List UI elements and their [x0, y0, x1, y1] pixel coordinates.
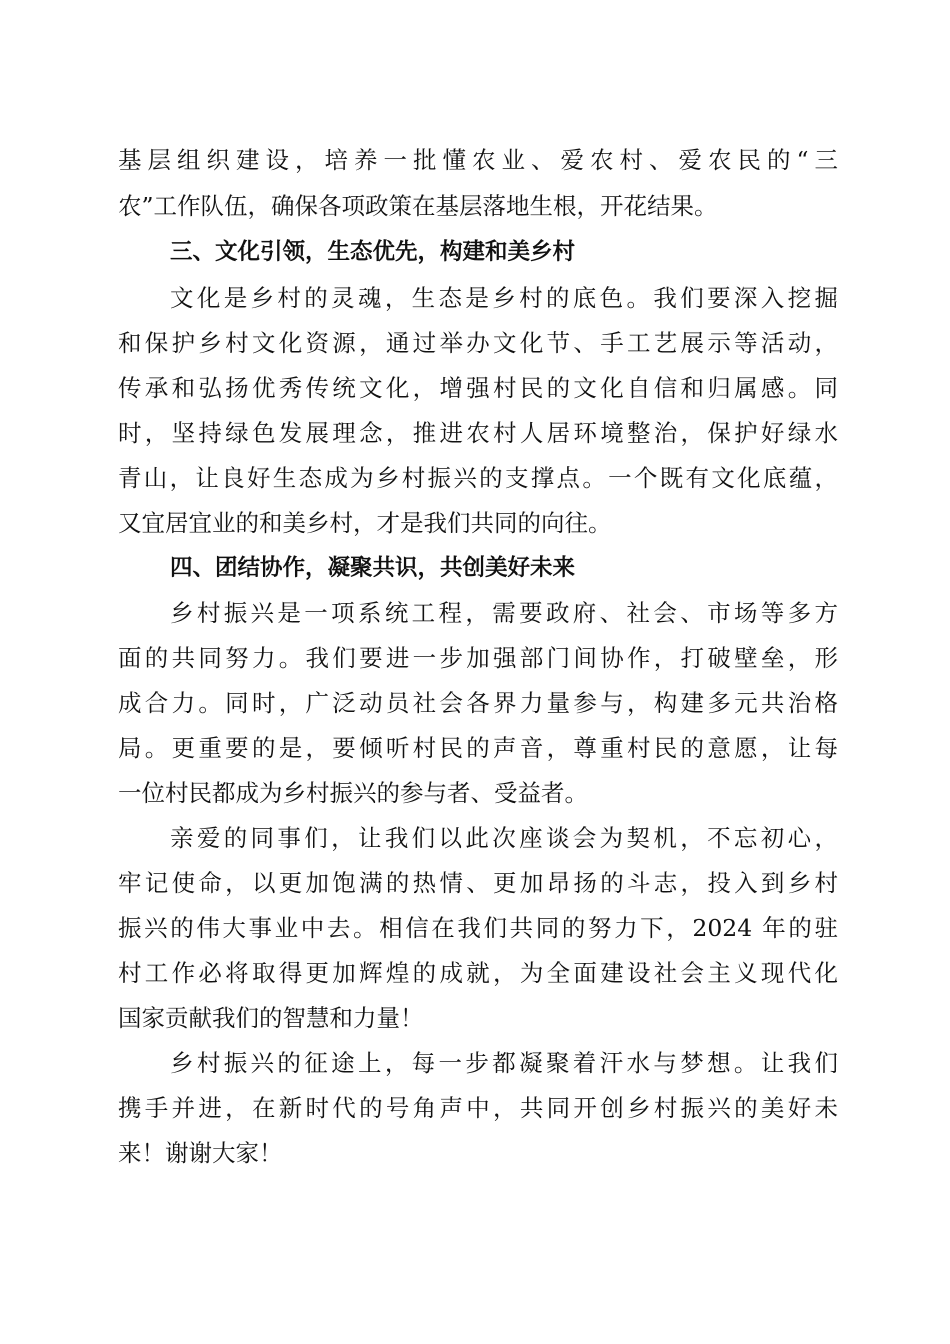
paragraph-line: 青山，让良好生态成为乡村振兴的支撑点。一个既有文化底蕴，	[118, 464, 838, 492]
section-heading-3: 三、文化引领，生态优先，构建和美乡村	[170, 239, 576, 265]
paragraph-line: 传承和弘扬优秀传统文化，增强村民的文化自信和归属感。同	[118, 374, 838, 402]
paragraph-line: 又宜居宜业的和美乡村，才是我们共同的向往。	[118, 509, 612, 537]
paragraph-line: 面的共同努力。我们要进一步加强部门间协作，打破壁垒，形	[118, 644, 838, 672]
paragraph-line: 局。更重要的是，要倾听村民的声音，尊重村民的意愿，让每	[118, 734, 838, 762]
paragraph-line: 时，坚持绿色发展理念，推进农村人居环境整治，保护好绿水	[118, 419, 838, 447]
paragraph-line: 牢记使命，以更加饱满的热情、更加昂扬的斗志，投入到乡村	[118, 869, 838, 897]
paragraph-line: 携手并进，在新时代的号角声中，共同开创乡村振兴的美好未	[118, 1094, 838, 1122]
paragraph-line: 和保护乡村文化资源，通过举办文化节、手工艺展示等活动，	[118, 329, 838, 357]
paragraph-line: 一位村民都成为乡村振兴的参与者、受益者。	[118, 779, 588, 807]
paragraph-line: 农”工作队伍，确保各项政策在基层落地生根，开花结果。	[118, 192, 718, 220]
section-heading-4: 四、团结协作，凝聚共识，共创美好未来	[170, 555, 576, 581]
paragraph-line: 来！谢谢大家！	[118, 1139, 283, 1167]
paragraph-line: 亲爱的同事们，让我们以此次座谈会为契机，不忘初心，	[170, 824, 838, 852]
paragraph-line: 基层组织建设，培养一批懂农业、爱农村、爱农民的“三	[118, 146, 838, 174]
paragraph-line: 成合力。同时，广泛动员社会各界力量参与，构建多元共治格	[118, 689, 838, 717]
paragraph-line: 振兴的伟大事业中去。相信在我们共同的努力下，2024 年的驻	[118, 914, 838, 942]
paragraph-line: 国家贡献我们的智慧和力量！	[118, 1004, 424, 1032]
paragraph-line: 乡村振兴是一项系统工程，需要政府、社会、市场等多方	[170, 599, 838, 627]
paragraph-line: 村工作必将取得更加辉煌的成就，为全面建设社会主义现代化	[118, 959, 838, 987]
paragraph-line: 文化是乡村的灵魂，生态是乡村的底色。我们要深入挖掘	[170, 284, 838, 312]
paragraph-line: 乡村振兴的征途上，每一步都凝聚着汗水与梦想。让我们	[170, 1049, 838, 1077]
